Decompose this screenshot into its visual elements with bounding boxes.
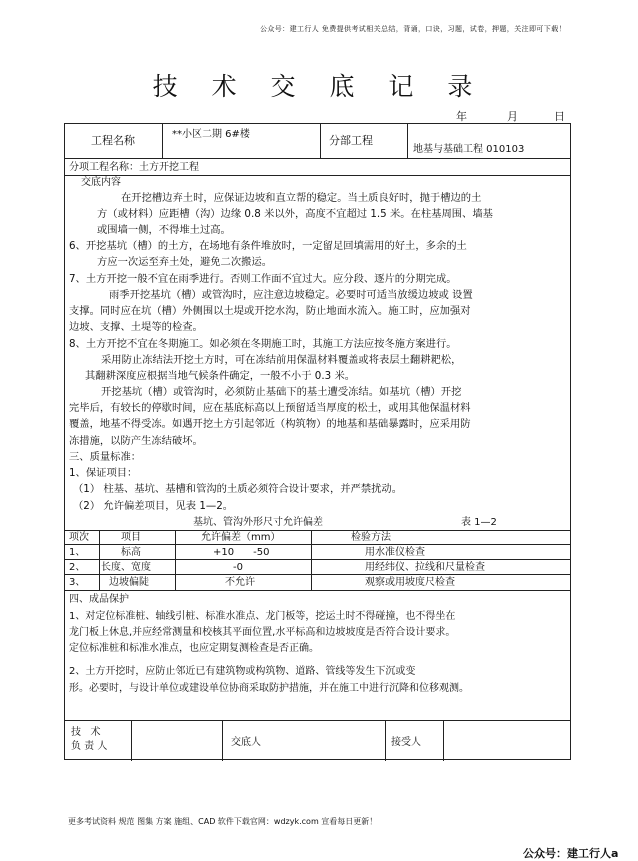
protection-line: 定位标准桩和标准水准点，也应定期复测检查是否正确。: [69, 643, 319, 654]
body-line: 覆盖，地基不得受冻。如遇开挖土方引起邻近（构筑物）的地基和基础暴露时，应采用防: [69, 418, 471, 430]
table-cell: 长度、宽度: [101, 562, 151, 573]
divider: [65, 530, 570, 531]
watermark: 公众号：建工行人a: [523, 847, 619, 860]
divider: [407, 124, 408, 158]
divider: [311, 530, 312, 590]
body-line: 开挖基坑（槽）或管沟时，必须防止基础下的基土遭受冻结。如基坑（槽）开挖: [101, 386, 462, 398]
body-line: （1） 柱基、基坑、基槽和管沟的土质必须符合设计要求，并严禁扰动。: [73, 483, 403, 495]
table-header-method: 检验方法: [351, 532, 391, 543]
table-cell: 1、: [69, 547, 86, 558]
table-header-no: 项次: [69, 532, 89, 543]
body-line: （2） 允许偏差项目，见表 1—2。: [73, 500, 234, 512]
divider: [65, 590, 570, 591]
table-cell: -0: [233, 562, 243, 573]
body-line: 冻措施，以防产生冻结破坏。: [69, 435, 203, 447]
protection-line: 1、对定位标准桩、轴线引桩、标准水准点、龙门板等，挖运土时不得碰撞，也不得坐在: [69, 611, 456, 622]
tech-lead-label: 技 术: [71, 727, 101, 738]
document-title: 技 术 交 底 记 录: [152, 72, 486, 101]
table-cell: 用水准仪检查: [365, 547, 425, 558]
table-cell: 观察或用坡度尺检查: [365, 577, 455, 588]
tech-lead-label: 负 责 人: [71, 741, 108, 752]
divider: [320, 124, 321, 158]
body-line: 在开挖槽边弃土时，应保证边坡和直立帮的稳定。当土质良好时，抛于槽边的土: [121, 192, 482, 204]
body-line: 边坡、支撑、土堤等的检查。: [69, 321, 203, 333]
divider: [65, 544, 570, 545]
receiver-label: 接受人: [391, 737, 421, 748]
table-cell: 标高: [121, 547, 141, 558]
body-line: 方（或材料）应距槽（沟）边缘 0.8 米以外，高度不宜超过 1.5 米。在柱基周围、墙基: [97, 208, 493, 220]
divider: [162, 124, 163, 158]
body-line: 方应一次运至弃土处，避免二次搬运。: [97, 256, 273, 268]
table-number: 表 1—2: [461, 517, 497, 528]
date-month-label: 月: [507, 110, 518, 123]
protection-line: 2、土方开挖时，应防止邻近已有建筑物或构筑物、道路、管线等发生下沉或变: [69, 666, 416, 677]
project-name-value: **小区二期 6#楼: [172, 129, 250, 140]
body-line: 其翻耕深度应根据当地气候条件确定，一般不小于 0.3 米。: [85, 370, 356, 382]
table-cell: 3、: [69, 577, 86, 588]
body-line: 雨季开挖基坑（槽）或管沟时，应注意边坡稳定。必要时可适当放缓边坡或 设置: [109, 289, 473, 301]
divider: [65, 720, 570, 721]
division-label: 分部工程: [329, 134, 373, 147]
date-day-label: 日: [554, 110, 565, 123]
body-line: 1、保证项目：: [69, 467, 138, 479]
record-form: [64, 123, 571, 760]
division-value: 地基与基础工程 010103: [413, 144, 525, 155]
protection-line: 形。必要时，与设计单位或建设单位协商采取防护措施，并在施工中进行沉降和位移观测。: [69, 683, 469, 694]
divider: [131, 720, 132, 761]
table-cell: 用经纬仪、拉线和尺量检查: [365, 562, 485, 573]
project-name-label: 工程名称: [91, 134, 135, 147]
divider: [99, 530, 100, 590]
footer-note: 更多考试资料 规范 图集 方案 施组、CAD 软件下载官网：wdzyk.com 宣看每日更新！: [68, 817, 378, 826]
body-line: 完毕后，有较长的停歇时间，应在基底标高以上预留适当厚度的松土，或用其他保温材料: [69, 402, 471, 414]
header-note: 公众号：建工行人 免费提供考试相关总结，背诵，口诀，习题，试卷，押题，关注即可下载！: [259, 25, 566, 33]
divider: [385, 720, 386, 761]
divider: [443, 720, 444, 761]
body-line: 8、土方开挖不宜在冬期施工。如必须在冬期施工时，其施工方法应按冬施方案进行。: [69, 338, 457, 350]
date-year-label: 年: [456, 110, 467, 123]
content-heading: 交底内容: [81, 177, 121, 188]
body-line: 采用防止冻结法开挖土方时，可在冻结前用保温材料覆盖或将表层土翻耕耙松，: [101, 354, 462, 366]
table-header-tolerance: 允许偏差（mm）: [201, 532, 281, 543]
divider: [175, 530, 176, 590]
subitem-name: 分项工程名称：土方开挖工程: [69, 162, 199, 173]
divider: [222, 720, 223, 761]
discloser-label: 交底人: [231, 737, 261, 748]
divider: [65, 158, 570, 159]
body-line: 7、土方开挖一般不宜在雨季进行。否则工作面不宜过大。应分段、逐片的分期完成。: [69, 273, 457, 285]
table-cell: 2、: [69, 562, 86, 573]
body-line: 支撑。同时应在坑（槽）外侧围以土堤或开挖水沟，防止地面水流入。施工时，应加强对: [69, 305, 471, 317]
body-line: 或围墙一侧，不得堆土过高。: [97, 224, 231, 236]
section-heading: 四、成品保护: [69, 594, 129, 605]
divider: [65, 574, 570, 575]
body-line: 6、开挖基坑（槽）的土方，在场地有条件堆放时，一定留足回填需用的好土，多余的土: [69, 240, 467, 252]
table-cell: +10 -50: [213, 547, 270, 558]
divider: [65, 559, 570, 560]
body-line: 三、质量标准：: [69, 451, 142, 463]
table-cell: 不允许: [225, 577, 255, 588]
table-caption: 基坑、管沟外形尺寸允许偏差: [193, 517, 323, 528]
table-cell: 边坡偏陡: [109, 577, 149, 588]
divider: [65, 175, 570, 176]
table-header-item: 项目: [121, 532, 141, 543]
protection-line: 龙门板上休息,并应经常测量和校核其平面位置,水平标高和边坡坡度是否符合设计要求。: [69, 627, 456, 638]
